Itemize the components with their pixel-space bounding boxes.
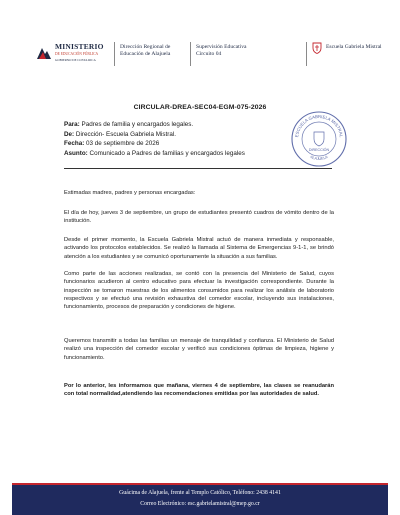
- paragraph-incident: El día de hoy, jueves 3 de septiembre, un grupo de estudiantes presentó cuadros de vómito dentro de la institución.: [64, 210, 334, 225]
- mep-logo: [36, 42, 112, 70]
- greeting: Estimadas madres, padres y personas encargadas:: [64, 190, 196, 196]
- paragraph-reassurance: Queremos transmitir a todas las familias un mensaje de tranquilidad y confianza. El Ministerio de Salud realizó una inspección del comedor escolar y verificó sus condiciones óptimas de limpieza, higiene y funcionamiento.: [64, 338, 334, 361]
- footer-email: Correo Electrónico: esc.gabrielamistral@mep.go.cr: [140, 501, 260, 507]
- school-name-header: Escuela Gabriela Mistral: [326, 44, 382, 50]
- stamp-inner-text: DIRECCIÓN: [308, 148, 330, 152]
- circular-code: CIRCULAR-DREA-SEC04-EGM-075-2026: [133, 104, 267, 111]
- ministry-line2: GOBIERNO DE COSTA RICA: [55, 58, 96, 62]
- paragraph-response: Desde el primer momento, la Escuela Gabriela Mistral actuó de manera inmediata y responsable, activando los protocolos establecidos. Se realizó la llamada al Sistema de Emergencias 9-1-1, se brindó atención a los estudiantes y se comunicó oportunamente la situación a sus familias.: [64, 237, 334, 260]
- paragraph-resumption: Por lo anterior, les informamos que mañana, viernes 4 de septiembre, las clases se reanudarán con total normalidad,atendiendo las recomendaciones emitidas por las autoridades de salud.: [64, 383, 334, 398]
- footer-bar: [12, 483, 388, 515]
- header-divider: [114, 42, 115, 66]
- footer-address: Guácima de Alajuela, frente al Templo Católico, Teléfono: 2438 4141: [119, 490, 281, 496]
- mep-emblem-icon: [36, 45, 52, 61]
- fecha-row: Fecha: 03 de septiembre de 2026: [64, 140, 160, 148]
- paragraph-inspection: Como parte de las acciones realizadas, se contó con la presencia del Ministerio de Salud, cuyos funcionarios acudieron al centro educativo para efectuar la investigación correspondiente. Durante la inspección se tomaron muestras de los alimentos consumidos para realizar los análisis de laboratorio respectivos y se efectuó una revisión exhaustiva del comedor escolar, incluyendo sus instalaciones, funcionamiento, procesos de preparación y condiciones de higiene.: [64, 271, 334, 311]
- stamp-outer-text: ESCUELA GABRIELA MISTRAL: [294, 113, 344, 138]
- letterhead: [36, 40, 382, 74]
- stamp-crest-icon: [314, 132, 324, 146]
- regional-direction: Dirección Regional de Educación de Alajuela: [120, 44, 171, 57]
- ministry-line1: DE EDUCACIÓN PÚBLICA: [55, 52, 99, 56]
- school-crest-icon: [312, 42, 322, 54]
- supervision-circuit: Supervisión Educativa Circuito 04: [196, 44, 247, 57]
- stamp-bottom-text: ALAJUELA: [309, 154, 329, 162]
- para-row: Para: Padres de familia y encargados legales.: [64, 121, 194, 128]
- circular-meta: [64, 120, 245, 158]
- school-stamp: [290, 110, 348, 168]
- header-divider: [190, 42, 191, 66]
- asunto-row: Asunto: Comunicado a Padres de familias y encargados legales: [64, 149, 245, 157]
- header-divider: [306, 42, 307, 66]
- de-row: De: Dirección- Escuela Gabriela Mistral.: [64, 130, 176, 138]
- ministry-title: MINISTERIO: [55, 42, 104, 51]
- subject-underline: [64, 168, 332, 169]
- footer-accent-stripe: [12, 483, 388, 485]
